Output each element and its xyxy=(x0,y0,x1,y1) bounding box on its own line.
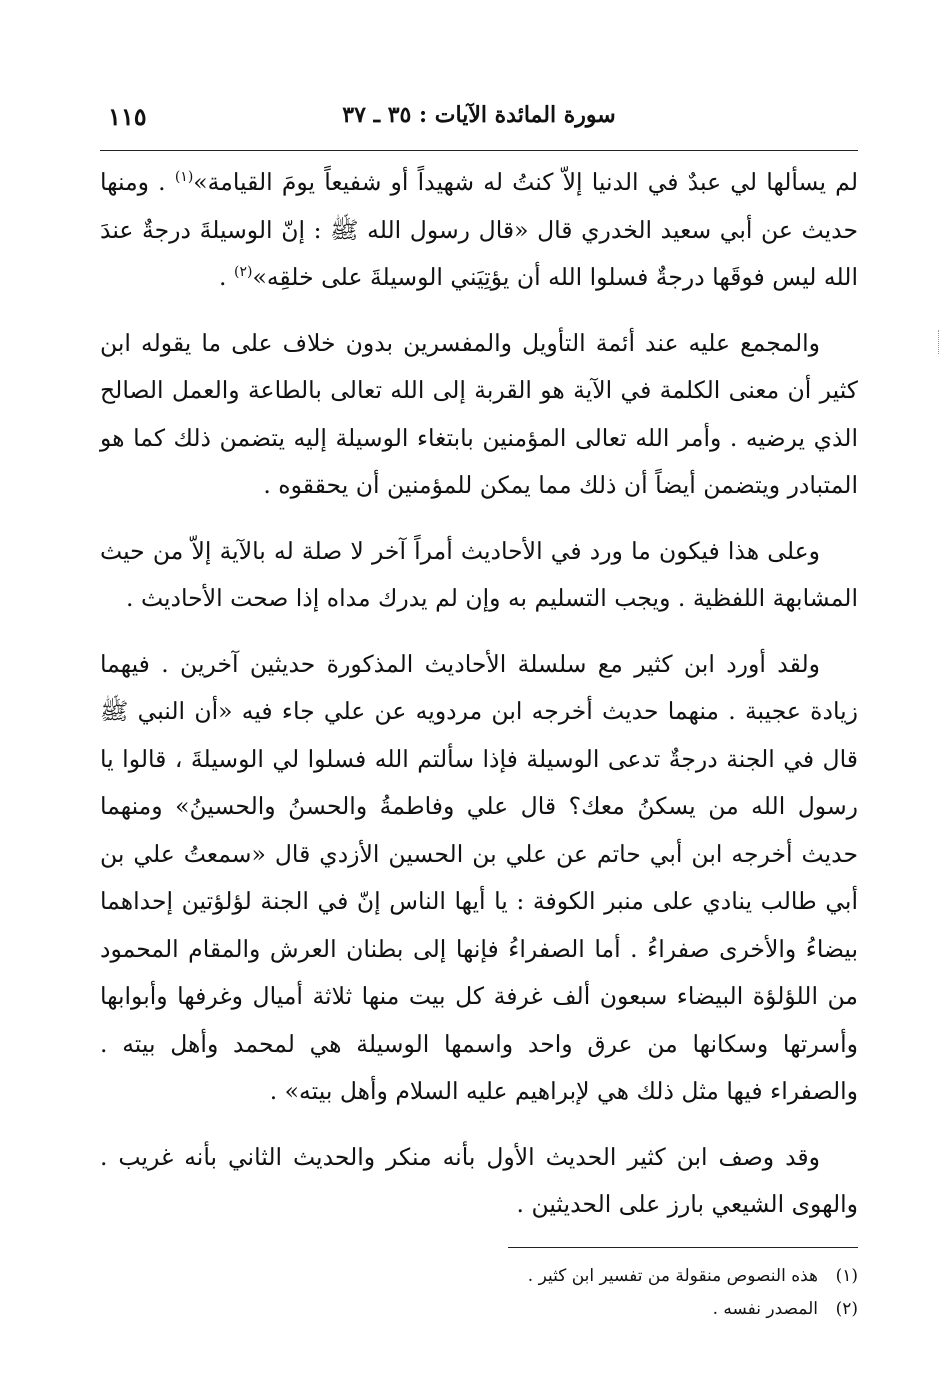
footnote-1 xyxy=(100,1260,858,1293)
paragraph-1-part-3: . xyxy=(219,263,234,291)
book-page xyxy=(100,96,858,1326)
paragraph-1-part-2: . ومنها حديث عن أبي سعيد الخدري قال «قال رسول الله ﷺ : إنّ الوسيلةَ درجةٌ عندَ الله ليس فوقَها درجةٌ فسلوا الله أن يؤتِيَني الوسيلةَ على خلقِه» xyxy=(100,168,858,291)
paragraph-2: والمجمع عليه عند أئمة التأويل والمفسرين بدون خلاف على ما يقوله ابن كثير أن معنى الكلمة في الآية هو القربة إلى الله تعالى بالطاعة والعمل الصالح الذي يرضيه . وأمر الله تعالى المؤمنين بابتغاء الوسيلة إليه يتضمن ذلك كما هو المتبادر ويتضمن أيضاً أن ذلك مما يمكن للمؤمنين أن يحققوه . xyxy=(100,328,858,499)
footnote-2-text: المصدر نفسه . xyxy=(712,1298,818,1319)
body-text xyxy=(100,159,858,1229)
footnote-1-number: (١) xyxy=(835,1265,858,1286)
footnote-ref-1: (١) xyxy=(174,169,194,186)
paragraph-4: ولقد أورد ابن كثير مع سلسلة الأحاديث المذكورة حديثين آخرين . فيهما زيادة عجيبة . منهما حديث أخرجه ابن مردويه عن علي جاء فيه «أن النبي ﷺ قال في الجنة درجةٌ تدعى الوسيلة فإذا سألتم الله فسلوا لي الوسيلةَ ، قالوا يا رسول الله من يسكنُ معك؟ قال علي وفاطمةُ والحسنُ والحسينُ» ومنهما حديث أخرجه ابن أبي حاتم عن علي بن الحسين الأزدي قال «سمعتُ علي بن أبي طالب ينادي على منبر الكوفة : يا أيها الناس إنّ في الجنة لؤلؤتين إحداهما بيضاءُ والأخرى صفراءُ . أما الصفراءُ فإنها إلى بطنان العرش والمقام المحمود من اللؤلؤة البيضاء سبعون ألف غرفة كل بيت منها ثلاثة أميال وغرفها وأبوابها وأسرتها وسكانها من عرق واحد واسمها الوسيلة هي لمحمد وأهل بيته . والصفراء فيها مثل ذلك هي لإبراهيم عليه السلام وأهل بيته» . xyxy=(100,649,858,1105)
paragraph-1 xyxy=(100,159,858,302)
paragraph-1-part-1: لم يسألها لي عبدٌ في الدنيا إلاّ كنتُ له شهيداً أو شفيعاً يومَ القيامة» xyxy=(193,168,858,196)
footnote-2 xyxy=(100,1293,858,1326)
footnote-2-number: (٢) xyxy=(835,1298,858,1319)
running-title: سورة المائدة الآيات : ٣٥ ـ ٣٧ xyxy=(342,102,616,128)
page-number: ١١٥ xyxy=(108,102,147,131)
running-header xyxy=(100,96,858,151)
paragraph-5: وقد وصف ابن كثير الحديث الأول بأنه منكر والحديث الثاني بأنه غريب . والهوى الشيعي بارز على الحديثين . xyxy=(100,1142,858,1218)
margin-mark xyxy=(938,330,941,354)
footnote-ref-2: (٢) xyxy=(233,264,253,281)
footnote-divider xyxy=(508,1247,858,1248)
footnote-1-text: هذه النصوص منقولة من تفسير ابن كثير . xyxy=(527,1265,818,1286)
paragraph-3: وعلى هذا فيكون ما ورد في الأحاديث أمراً آخر لا صلة له بالآية إلاّ من حيث المشابهة اللفظية . ويجب التسليم به وإن لم يدرك مداه إذا صحت الأحاديث . xyxy=(100,536,858,612)
footnotes xyxy=(100,1260,858,1326)
